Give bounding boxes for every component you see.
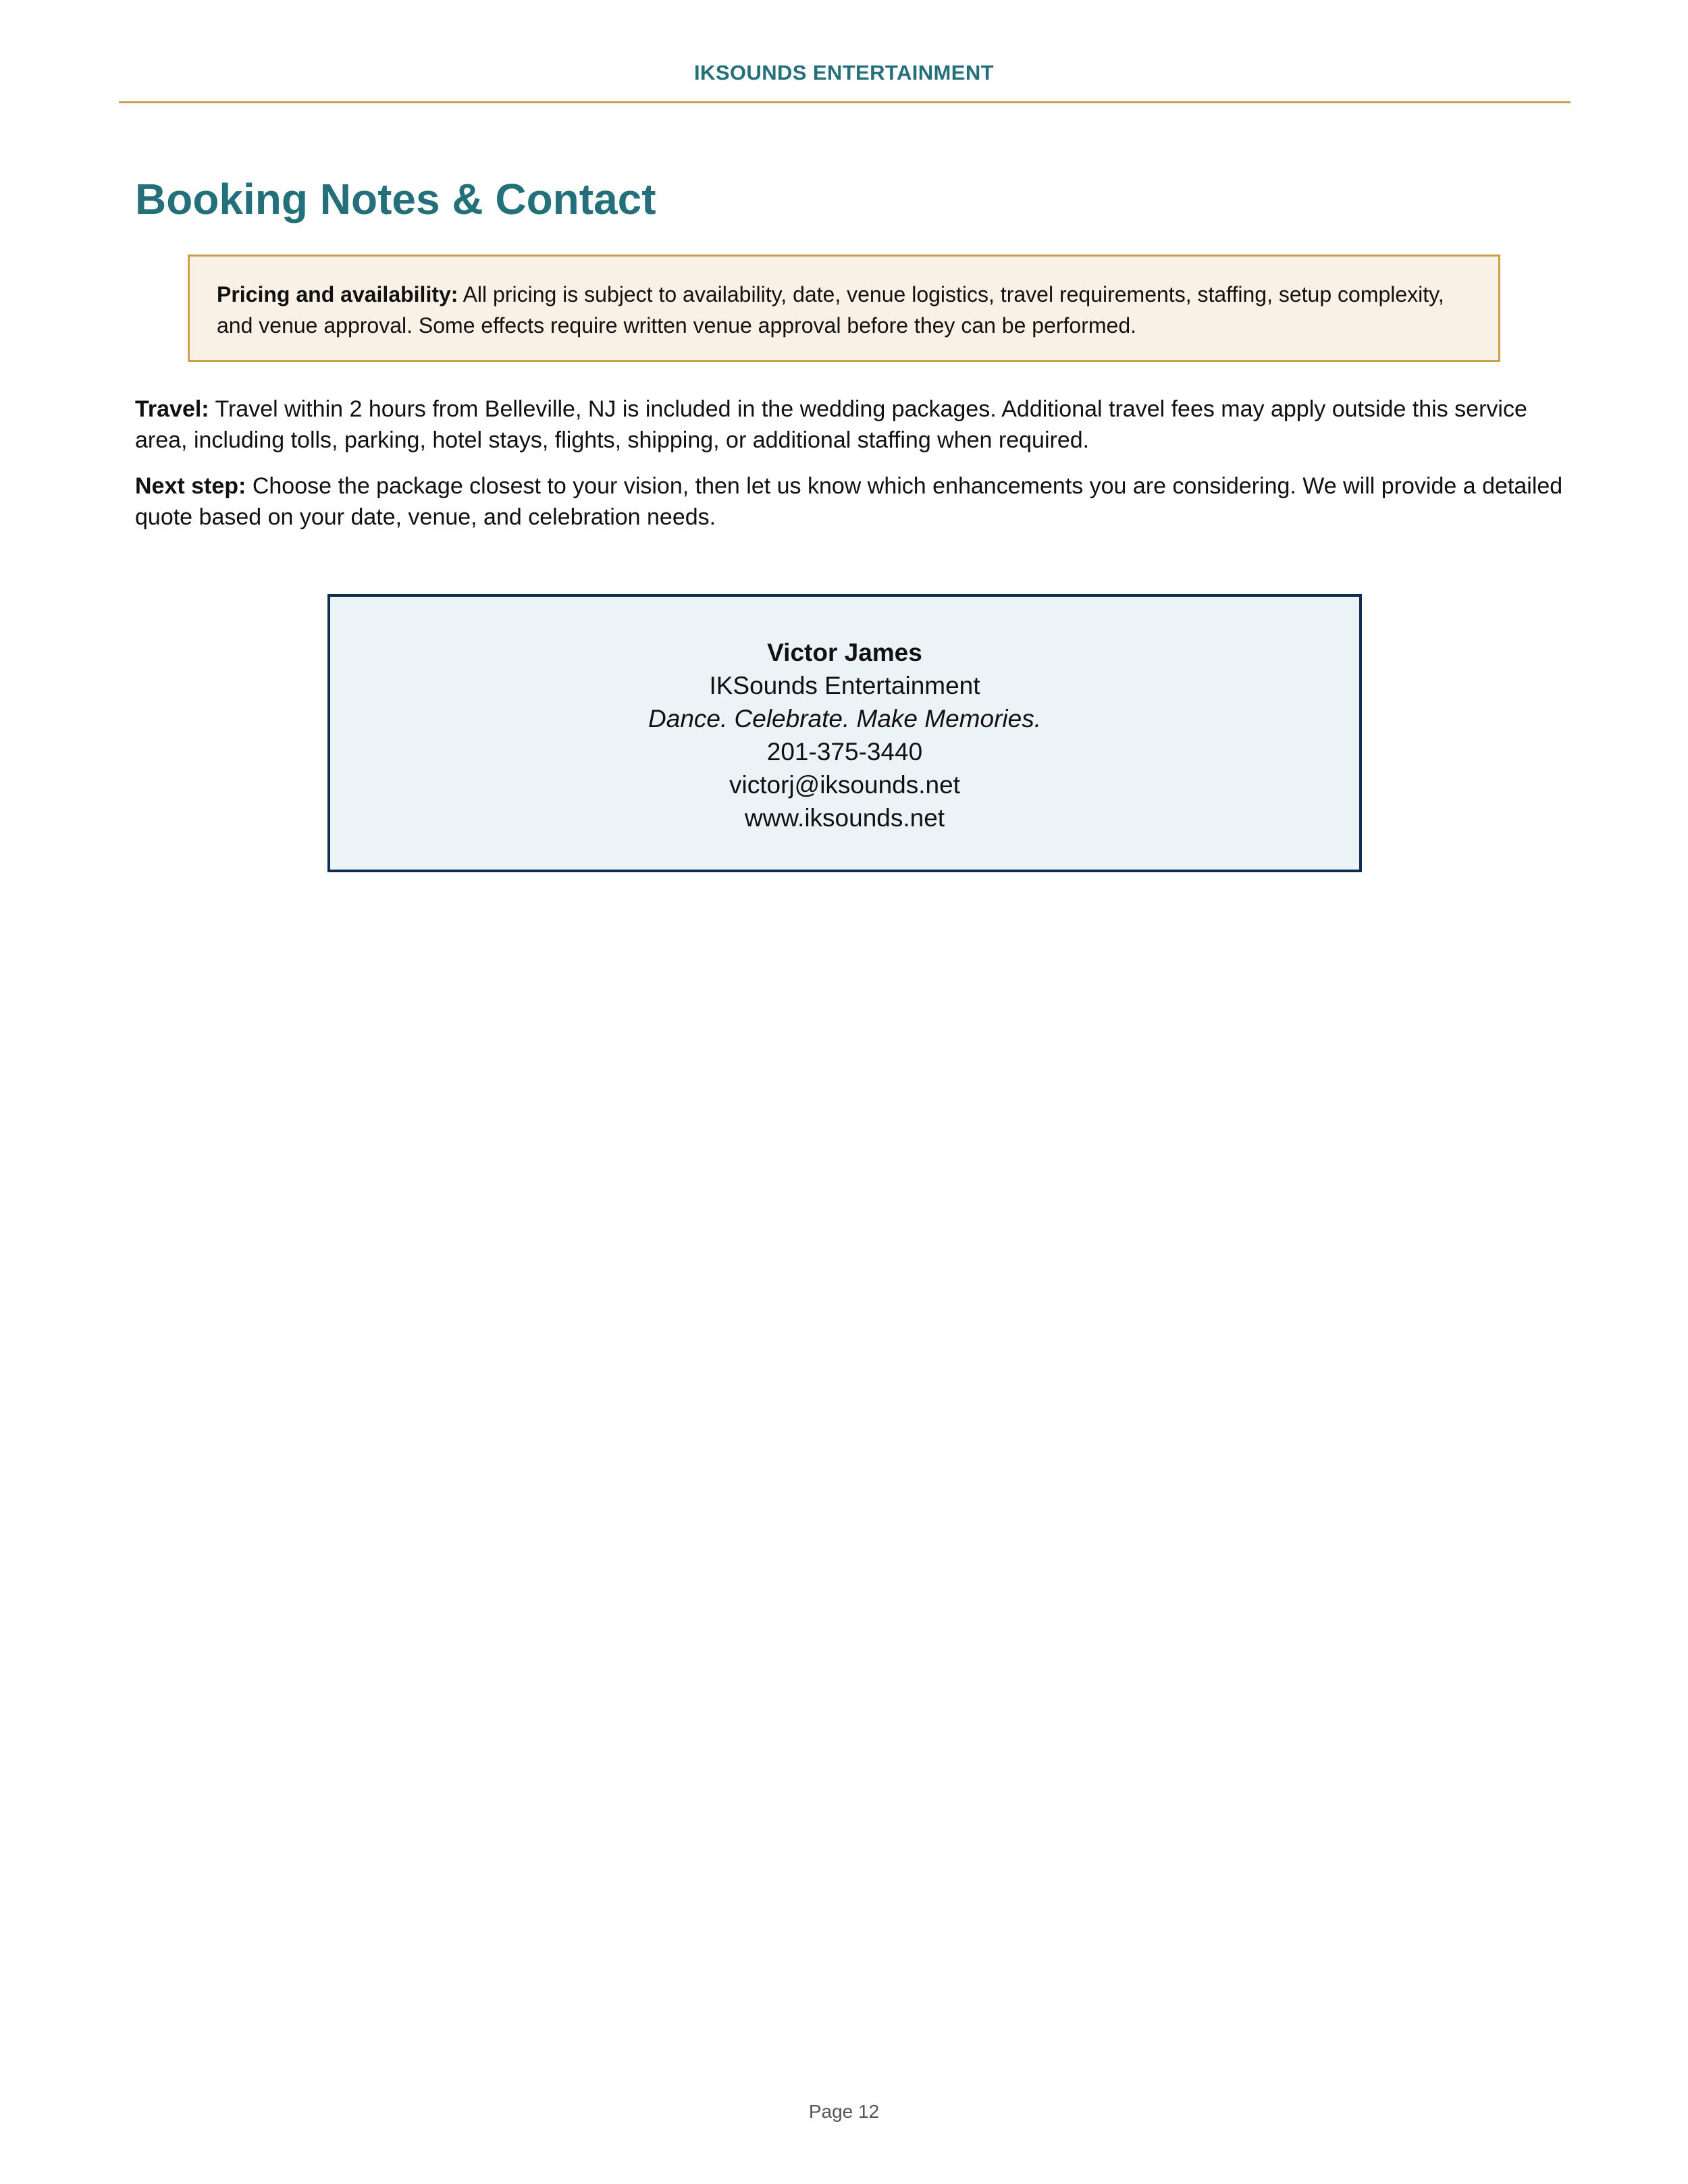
travel-lead: Travel: <box>135 396 209 422</box>
page-title: Booking Notes & Contact <box>135 175 656 223</box>
contact-name: Victor James <box>767 639 922 666</box>
page-number: Page 12 <box>808 2101 880 2122</box>
next-step-lead: Next step: <box>135 473 246 499</box>
contact-company: IKSounds Entertainment <box>709 672 980 699</box>
contact-tagline: Dance. Celebrate. Make Memories. <box>648 705 1041 733</box>
next-step-paragraph <box>135 471 1566 533</box>
header-divider <box>119 101 1571 103</box>
next-step-text: Choose the package closest to your vision, then let us know which enhancements you are considering. We will provide a detailed quote based on your date, venue, and celebration needs. <box>135 473 1563 530</box>
callout-text: All pricing is subject to availability, date, venue logistics, travel requirements, staffing, setup complexity, and venue approval. Some effects require written venue approval before they can be performed. <box>217 282 1444 338</box>
travel-text: Travel within 2 hours from Belleville, NJ is included in the wedding packages. Additional travel fees may apply outside this service area, including tolls, parking, hotel stays, flights, shipping, or additional staffing when required. <box>135 396 1527 453</box>
contact-email[interactable]: victorj@iksounds.net <box>729 771 960 799</box>
contact-card <box>327 594 1362 872</box>
pricing-availability-callout <box>188 255 1500 362</box>
page-header <box>0 0 1688 104</box>
contact-phone[interactable]: 201-375-3440 <box>766 738 923 766</box>
travel-paragraph <box>135 394 1566 456</box>
header-company-name: IKSOUNDS ENTERTAINMENT <box>694 61 994 84</box>
callout-lead: Pricing and availability: <box>217 282 458 307</box>
contact-website[interactable]: www.iksounds.net <box>744 804 945 832</box>
